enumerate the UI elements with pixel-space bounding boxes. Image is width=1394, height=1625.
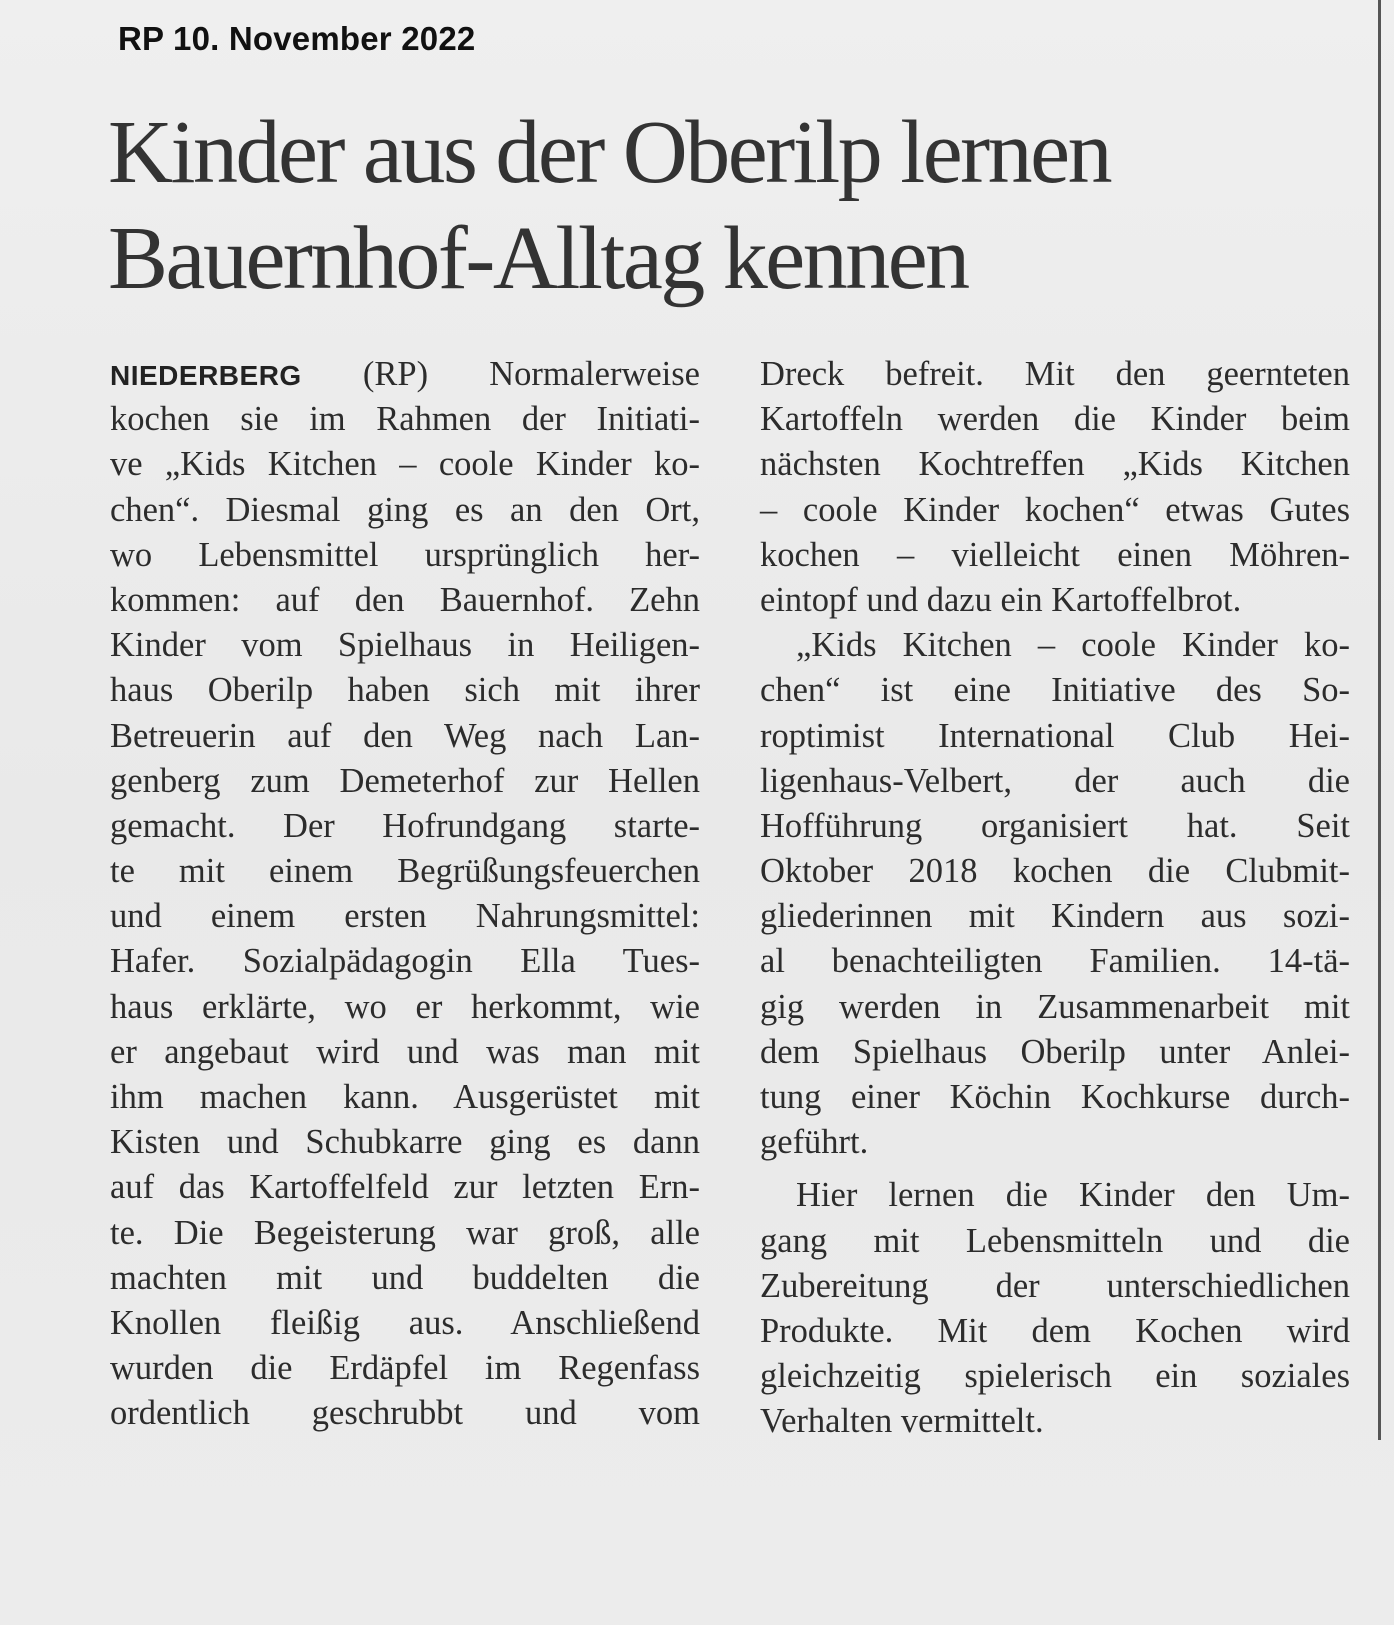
text-line: kochen – vielleicht einen Möhren- [760,535,1350,574]
text-line: haus erklärte, wo er herkommt, wie [110,987,700,1026]
text-line: chen“. Diesmal ging es an den Ort, [110,490,700,529]
headline-line-1: Kinder aus der Oberilp lernen [108,103,1111,202]
text-line: nächsten Kochtreffen „Kids Kitchen [760,445,1350,484]
article-column-right [760,352,1350,1445]
text-line: te mit einem Begrüßungsfeuerchen [110,852,700,891]
text-line: haus Oberilp haben sich mit ihrer [110,671,700,710]
text-line: Verhalten vermittelt. [760,1402,1044,1441]
text-line-fragment: (RP) Normalerweise [301,355,700,393]
text-line: tung einer Köchin Kochkurse durch- [760,1078,1350,1116]
text-line: gliederinnen mit Kindern aus sozi- [760,897,1350,936]
text-line: gleichzeitig spielerisch ein soziales [760,1357,1350,1396]
text-line: auf das Kartoffelfeld zur letzten Ern- [110,1168,700,1207]
text-line: Kinder vom Spielhaus in Heiligen- [110,626,700,665]
text-line: te. Die Begeisterung war groß, alle [110,1213,700,1252]
text-line: ihm machen kann. Ausgerüstet mit [110,1078,700,1116]
text-line: ve „Kids Kitchen – coole Kinder ko- [110,445,700,484]
text-line: genberg zum Demeterhof zur Hellen [110,761,700,800]
text-line: Knollen fleißig aus. Anschließend [110,1303,700,1342]
article-column-left [110,352,700,1437]
text-line: roptimist International Club Hei- [760,716,1350,755]
text-line: ordentlich geschrubbt und vom [110,1394,700,1433]
text-line: und einem ersten Nahrungsmittel: [110,897,700,936]
text-line: Hafer. Sozialpädagogin Ella Tues- [110,942,700,981]
text-line: Kisten und Schubkarre ging es dann [110,1123,700,1162]
text-line: Betreuerin auf den Weg nach Lan- [110,716,700,755]
headline-line-2: Bauernhof-Alltag kennen [108,209,968,308]
article-headline [108,100,1378,312]
column-rule [1378,0,1381,1440]
text-line: ligenhaus-Velbert, der auch die [760,761,1350,800]
text-line: chen“ ist eine Initiative des So- [760,671,1350,710]
text-line: wo Lebensmittel ursprünglich her- [110,535,700,574]
text-line: Produkte. Mit dem Kochen wird [760,1311,1350,1350]
text-line: Oktober 2018 kochen die Clubmit- [760,852,1350,891]
text-line: gang mit Lebensmitteln und die [760,1221,1350,1260]
paragraph-start-line: „Kids Kitchen – coole Kinder ko- [796,626,1350,665]
text-line: geführt. [760,1123,869,1162]
paragraph-start-line: Hier lernen die Kinder den Um- [796,1176,1350,1215]
dateline: NIEDERBERG [110,360,302,391]
text-line: Dreck befreit. Mit den geernteten [760,355,1350,393]
text-line: wurden die Erdäpfel im Regenfass [110,1349,700,1388]
text-line: dem Spielhaus Oberilp unter Anlei- [760,1032,1350,1071]
text-line: Zubereitung der unterschiedlichen [760,1266,1350,1305]
text-line: machten mit und buddelten die [110,1258,700,1297]
text-line: al benachteiligten Familien. 14-tä- [760,942,1350,981]
text-line: gig werden in Zusammenarbeit mit [760,987,1350,1026]
text-line: gemacht. Der Hofrundgang starte- [110,806,700,845]
text-line: eintopf und dazu ein Kartoffelbrot. [760,580,1242,619]
source-date-label: RP 10. November 2022 [118,20,476,57]
text-line: Kartoffeln werden die Kinder beim [760,400,1350,439]
text-line [110,352,700,397]
text-line: kommen: auf den Bauernhof. Zehn [110,580,700,619]
text-line: – coole Kinder kochen“ etwas Gutes [760,490,1350,529]
text-line: kochen sie im Rahmen der Initiati- [110,400,700,439]
text-line: er angebaut wird und was man mit [110,1032,700,1071]
text-line: Hofführung organisiert hat. Seit [760,806,1350,845]
